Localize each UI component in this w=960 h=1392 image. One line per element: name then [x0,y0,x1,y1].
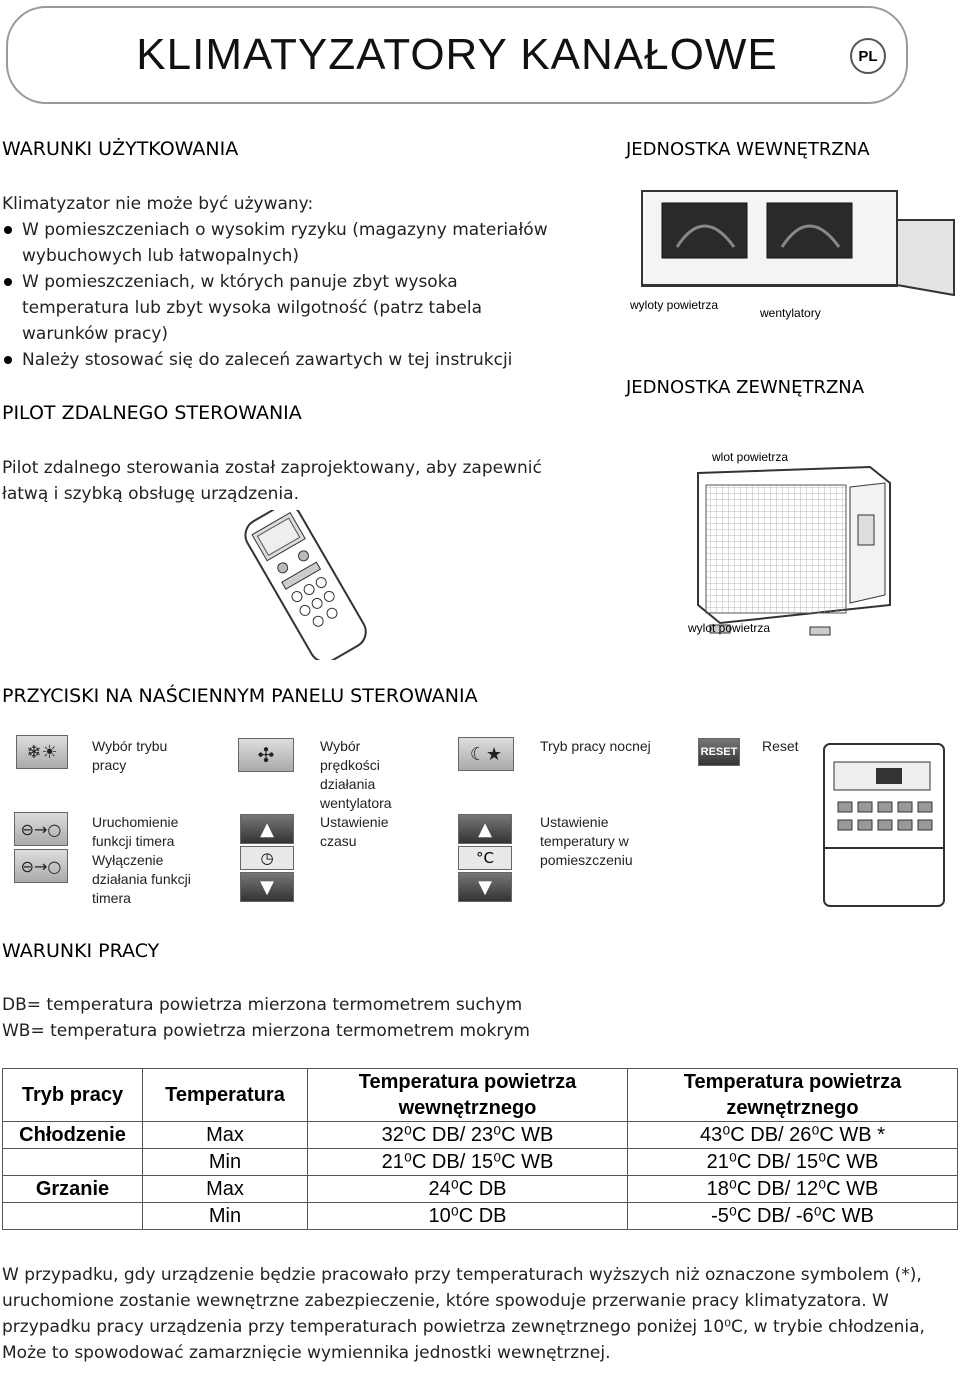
plus-up-icon: ▲ [478,818,492,840]
table-cell: 43⁰C DB/ 26⁰C WB * [628,1122,958,1149]
page-title: KLIMATYZATORY KANAŁOWE [136,30,778,79]
table-cell: 21⁰C DB/ 15⁰C WB [628,1149,958,1176]
title-banner [6,6,908,104]
remote-text: Pilot zdalnego sterowania został zaprojektowany, aby zapewnić łatwą i szybką obsługę urządzenia. [2,458,542,504]
plus-up-icon: ▲ [260,818,274,840]
table-cell: 18⁰C DB/ 12⁰C WB [628,1176,958,1203]
legend-wb: WB= temperatura powietrza mierzona termometrem mokrym [2,1021,530,1041]
timer-off-label: Wyłączenie działania funkcji timera [92,852,191,906]
table-cell: Max [143,1176,308,1203]
night-mode-button[interactable] [458,737,514,771]
table-cell [3,1203,143,1230]
table-cell: Min [143,1149,308,1176]
operating-heading: WARUNKI PRACY [2,940,160,962]
usage-heading: WARUNKI UŻYTKOWANIA [2,138,239,160]
table-cell: 10⁰C DB [308,1203,628,1230]
table-cell: 21⁰C DB/ 15⁰C WB [308,1149,628,1176]
timer-on-icon: ⊖→○ [20,819,62,839]
clock-indicator [240,846,294,870]
temp-set-label: Ustawienie temperatury w pomieszczeniu [540,814,633,868]
minus-down-icon: ▼ [260,876,274,898]
table-header: Tryb pracy [3,1069,143,1122]
legend-db: DB= temperatura powietrza mierzona termometrem suchym [2,995,523,1015]
remote-control-image [228,510,378,660]
table-cell [3,1149,143,1176]
table-header: Temperatura [143,1069,308,1122]
time-down-button[interactable] [240,872,294,902]
reset-button[interactable]: RESET [698,738,740,766]
timer-on-label: Uruchomienie funkcji timera [92,814,179,849]
mode-button[interactable] [16,735,68,769]
table-row [3,1149,958,1176]
language-badge: PL [850,38,886,74]
time-up-button[interactable] [240,814,294,844]
indoor-unit-image [622,185,957,330]
table-header: Temperatura powietrza zewnętrznego [628,1069,958,1122]
warning-note: W przypadku, gdy urządzenie będzie pracowało przy temperaturach wyższych niż oznaczone symbolem (*), uruchomione zostanie wewnętrzne zabezpieczenie, które spowoduje przerwanie pracy klimatyzatora. W przypadku pracy urządzenia przy temperaturach powietrza zewnętrznego poniżej 10⁰C, w trybie chłodzenia, Może to spowodować zamarznięcie wymiennika jednostki wewnętrznej. [2,1265,925,1363]
table-cell: Grzanie [3,1176,143,1203]
timer-on-button[interactable] [14,812,68,846]
timer-off-icon: ⊖→○ [20,856,62,876]
outdoor-outlet-label: wylot powietrza [688,621,771,635]
temp-up-button[interactable] [458,814,512,844]
panel-heading: PRZYCISKI NA NAŚCIENNYM PANELU STEROWANIA [2,685,478,707]
table-row [3,1122,958,1149]
fan-speed-label: Wybór prędkości działania wentylatora [320,738,392,811]
table-cell: Min [143,1203,308,1230]
timer-off-button[interactable] [14,849,68,883]
usage-item: W pomieszczeniach, w których panuje zbyt wysoka temperatura lub zbyt wysoka wilgotność (patrz tabela warunków pracy) [2,269,562,347]
night-mode-label: Tryb pracy nocnej [540,738,651,754]
usage-item: W pomieszczeniach o wysokim ryzyku (magazyny materiałów wybuchowych lub łatwopalnych) [2,217,562,269]
table-cell: -5⁰C DB/ -6⁰C WB [628,1203,958,1230]
operating-table [2,1068,958,1230]
fan-speed-button[interactable] [238,738,294,772]
usage-section [2,191,562,373]
mode-label: Wybór trybu pracy [92,738,168,773]
usage-item: Należy stosować się do zaleceń zawartych w tej instrukcji [2,347,562,373]
indoor-outlets-label: wyloty powietrza [630,298,719,312]
outdoor-inlet-label: wlot powietrza [712,450,789,464]
celsius-indicator [458,846,512,870]
celsius-icon: °C [476,849,494,867]
outdoor-unit-image [680,445,910,645]
usage-list [2,217,562,373]
wall-panel-image [820,740,948,910]
table-cell: Max [143,1122,308,1149]
time-set-label: Ustawienie czasu [320,814,389,849]
remote-heading: PILOT ZDALNEGO STEROWANIA [2,402,302,424]
temp-down-button[interactable] [458,872,512,902]
table-cell: Chłodzenie [3,1122,143,1149]
timer-labels [92,813,212,908]
table-row [3,1203,958,1230]
indoor-unit-heading: JEDNOSTKA WEWNĘTRZNA [626,139,870,160]
table-cell: 32⁰C DB/ 23⁰C WB [308,1122,628,1149]
indoor-fans-label: wentylatory [760,306,821,320]
usage-intro: Klimatyzator nie może być używany: [2,194,314,214]
table-header: Temperatura powietrza wewnętrznego [308,1069,628,1122]
reset-label: Reset [762,738,799,754]
clock-icon: ◷ [260,849,274,867]
mode-icon: ❄☀ [26,741,58,763]
fan-icon: ✣ [257,743,275,767]
outdoor-unit-heading: JEDNOSTKA ZEWNĘTRZNA [626,377,865,398]
table-row [3,1176,958,1203]
moon-icon: ☾★ [469,743,503,765]
minus-down-icon: ▼ [478,876,492,898]
table-cell: 24⁰C DB [308,1176,628,1203]
table-header-row [3,1069,958,1122]
